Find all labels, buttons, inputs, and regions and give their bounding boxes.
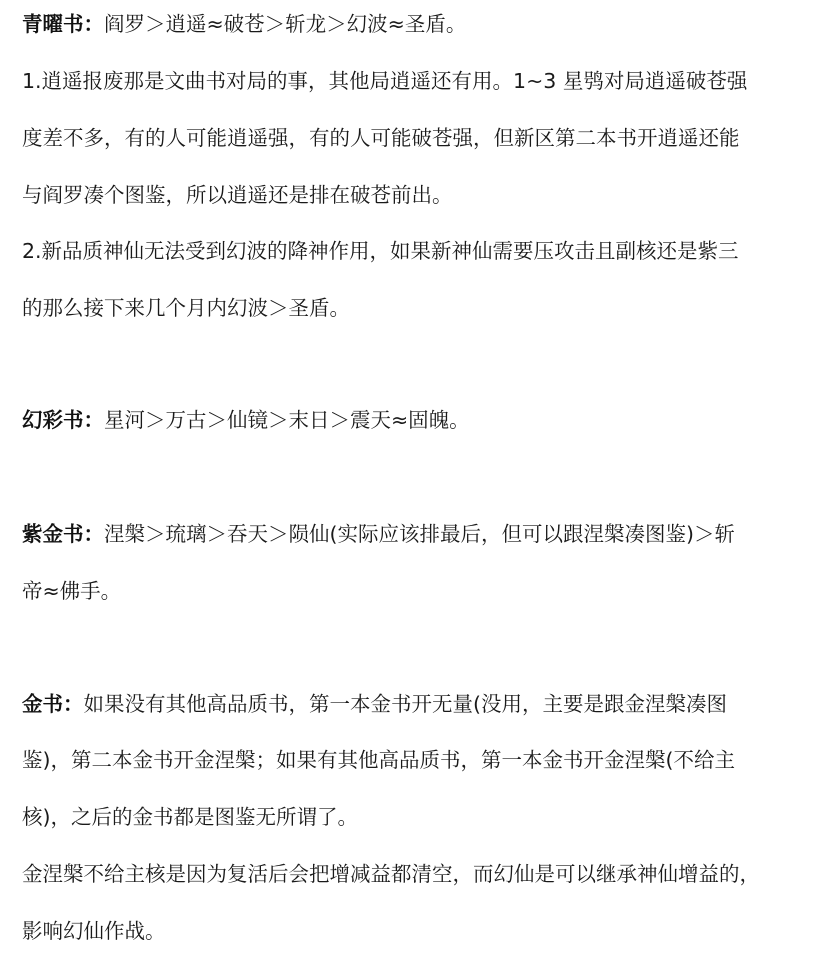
jin-heading-line — [22, 690, 727, 718]
huancai-label: 幻彩书： — [22, 408, 104, 432]
qingyao-note1-line2: 度差不多，有的人可能逍遥强，有的人可能破苍强，但新区第二本书开逍遥还能 — [22, 126, 740, 150]
huancai-heading-line — [22, 406, 470, 434]
zijin-label: 紫金书： — [22, 522, 104, 546]
zijin-ranking-line2: 帝≈佛手。 — [22, 579, 122, 603]
qingyao-note2-line1: 2.新品质神仙无法受到幻波的降神作用，如果新神仙需要压攻击且副核还是紫三 — [22, 239, 739, 263]
jin-note-line1: 金涅槃不给主核是因为复活后会把增减益都清空，而幻仙是可以继承神仙增益的， — [22, 862, 760, 886]
jin-body-line1: 如果没有其他高品质书，第一本金书开无量(没用，主要是跟金涅槃凑图 — [83, 692, 727, 716]
qingyao-label: 青曜书： — [22, 12, 104, 36]
qingyao-ranking: 阎罗＞逍遥≈破苍＞斩龙＞幻波≈圣盾。 — [104, 12, 467, 36]
jin-note-line2: 影响幻仙作战。 — [22, 919, 166, 943]
qingyao-note1-line3: 与阎罗凑个图鉴，所以逍遥还是排在破苍前出。 — [22, 183, 453, 207]
qingyao-note2-line2: 的那么接下来几个月内幻波＞圣盾。 — [22, 296, 350, 320]
jin-body-line2: 鉴)，第二本金书开金涅槃；如果有其他高品质书，第一本金书开金涅槃(不给主 — [22, 748, 735, 772]
jin-label: 金书： — [22, 692, 84, 716]
jin-body-line3: 核)，之后的金书都是图鉴无所谓了。 — [22, 805, 358, 829]
qingyao-note1-line1: 1.逍遥报废那是文曲书对局的事，其他局逍遥还有用。1~3 星鸮对局逍遥破苍强 — [22, 69, 748, 93]
zijin-ranking-line1: 涅槃＞琉璃＞吞天＞陨仙(实际应该排最后，但可以跟涅槃凑图鉴)＞斩 — [104, 522, 735, 546]
huancai-ranking: 星河＞万古＞仙镜＞末日＞震天≈固魄。 — [104, 408, 470, 432]
zijin-heading-line — [22, 520, 735, 548]
qingyao-heading-line — [22, 10, 466, 38]
